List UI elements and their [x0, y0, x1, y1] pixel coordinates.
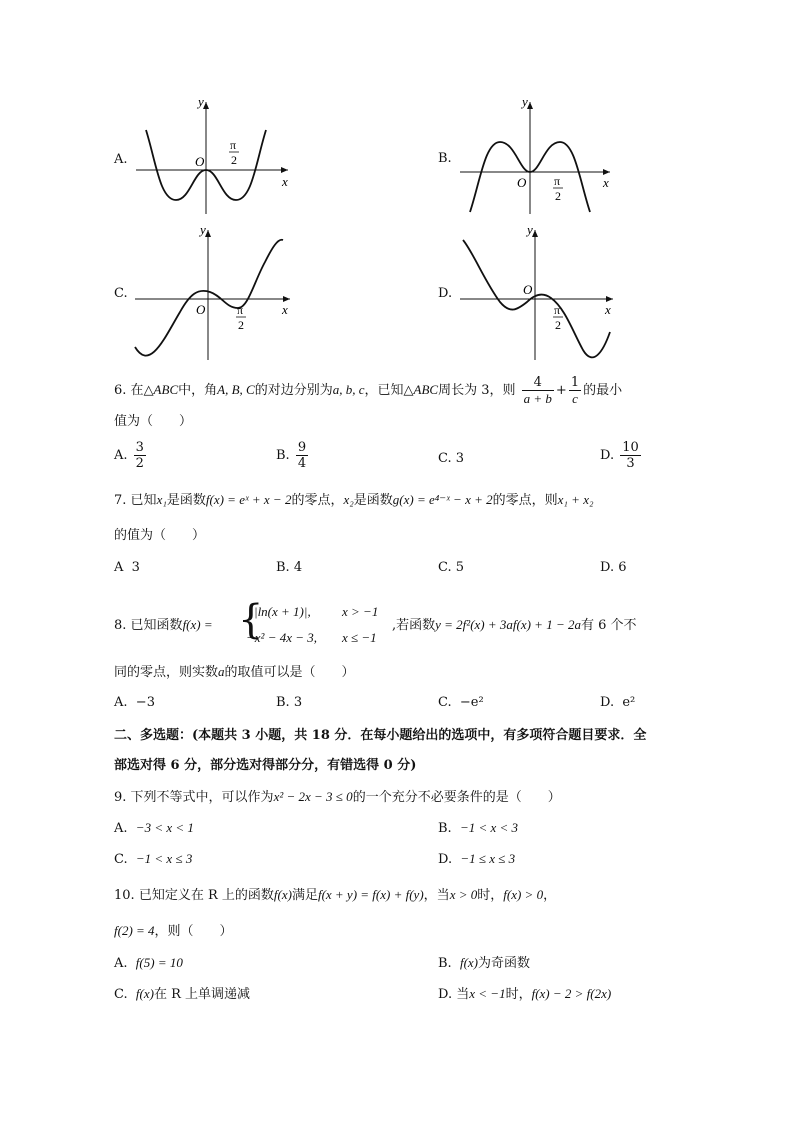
q10-option-d: D. 当x < −1时，f(x) − 2 > f(2x)	[438, 986, 612, 1002]
question-9: 9. 下列不等式中，可以作为x² − 2x − 3 ≤ 0的一个充分不必要条件的是（ ）	[114, 789, 561, 805]
q8-case2-cond: x ≤ −1	[342, 630, 377, 645]
q8-option-b: B. 3	[276, 695, 303, 710]
q7-option-c: C. 5	[438, 560, 465, 575]
q8-option-c: C. −e²	[438, 695, 484, 710]
graph-a	[128, 92, 298, 217]
option-c-label: C.	[114, 286, 128, 301]
question-8-prefix: 8. 已知函数f(x) =	[114, 617, 213, 633]
q7-option-b: B. 4	[276, 560, 303, 575]
q6-option-c: C. 3	[438, 451, 465, 466]
q9-option-b: B. −1 < x < 3	[438, 820, 519, 836]
q6-option-a: A. $\frac{3}{2}$	[114, 440, 144, 471]
q10-line2: f(2) = 4，则（ ）	[114, 923, 233, 939]
q9-option-d: D. −1 ≤ x ≤ 3	[438, 851, 516, 867]
graph-d-y-arrow	[532, 230, 538, 237]
graph-d-two: 2	[555, 318, 561, 332]
option-b-label: B.	[438, 151, 452, 166]
graph-b-y-arrow	[527, 102, 533, 109]
option-d-label: D.	[438, 286, 453, 301]
graph-a-x-label: x	[282, 174, 288, 189]
graph-c-y-arrow	[205, 230, 211, 237]
option-a-label: A.	[114, 152, 128, 167]
graph-b	[455, 92, 625, 217]
q9-option-c: C. −1 < x ≤ 3	[114, 851, 193, 867]
graph-c-pi: π	[237, 303, 244, 317]
q6-option-d: D. $\frac{10}{3}$	[600, 440, 639, 471]
graph-d-origin: O	[523, 282, 533, 297]
graph-d-x-label: x	[605, 302, 611, 317]
graph-a-pi: π	[230, 138, 237, 152]
q6-fraction-1: $\frac{4}{a + b}$	[523, 375, 552, 406]
q8-line2: 同的零点，则实数a的取值可以是（ ）	[114, 664, 355, 680]
graph-c-origin: O	[196, 302, 206, 317]
graph-b-y-label: y	[522, 94, 528, 109]
graph-d-y-label: y	[527, 222, 533, 237]
graph-a-y-label: y	[198, 94, 204, 109]
graph-c-two: 2	[238, 318, 244, 332]
graph-b-x-label: x	[603, 175, 609, 190]
graph-c-curve	[135, 240, 283, 356]
q8-option-d: D. e²	[600, 695, 636, 710]
q6-number: 6.	[114, 383, 127, 398]
graph-b-pi: π	[554, 174, 561, 188]
graph-c	[130, 222, 300, 362]
q8-option-a: A. −3	[114, 695, 155, 710]
q8-case2: −x² − 4x − 3,	[246, 630, 318, 645]
graph-d-pi: π	[554, 303, 561, 317]
graph-d	[455, 222, 625, 362]
q6-option-b: B. $\frac{9}{4}$	[276, 440, 307, 471]
q6-fraction-2: $\frac{1}{c}$	[570, 375, 580, 406]
q6-line2: 值为（ ）	[114, 414, 193, 429]
graph-a-y-arrow	[203, 102, 209, 109]
question-8-suffix: ,若函数y = 2f²(x) + 3af(x) + 1 − 2a有 6 个不	[392, 617, 637, 633]
section-2-heading-line1: 二、多选题：(本题共 3 小题，共 18 分．在每小题给出的选项中，有多项符合题目要求．全	[114, 728, 647, 743]
q7-option-a: A 3	[114, 560, 140, 575]
question-7: 7. 已知x₁是函数f(x) = eˣ + x − 2的零点，x₂是函数g(x) = e⁴⁻ˣ − x + 2的零点，则x₁ + x₂	[114, 492, 594, 508]
graph-b-origin: O	[517, 175, 527, 190]
graph-c-x-label: x	[282, 302, 288, 317]
q8-case1: |ln(x + 1)|,	[254, 604, 311, 619]
q7-line2: 的值为（ ）	[114, 528, 206, 543]
q8-case1-cond: x > −1	[342, 604, 379, 619]
question-6: 6. 在△ABC中，角A, B, C的对边分别为a, b, c，已知△ABC周长为 3，则 $\frac{4}{a + b}$ + $\frac{1}{c}$ 的最小	[114, 375, 623, 406]
graph-a-origin: O	[195, 154, 205, 169]
graph-a-x-arrow	[281, 167, 288, 173]
q8-brace: {	[238, 597, 264, 643]
section-2-heading-line2: 部选对得 6 分，部分选对得部分分，有错选得 0 分)	[114, 758, 417, 773]
graph-b-two: 2	[555, 189, 561, 203]
q7-option-d: D. 6	[600, 560, 627, 575]
graph-c-y-label: y	[200, 222, 206, 237]
graph-a-two: 2	[231, 153, 237, 167]
q9-option-a: A. −3 < x < 1	[114, 820, 194, 836]
q10-option-b: B. f(x)为奇函数	[438, 955, 531, 971]
question-10: 10. 已知定义在 R 上的函数f(x)满足f(x + y) = f(x) + f(y)，当x > 0时，f(x) > 0，	[114, 887, 557, 903]
q10-option-c: C. f(x)在 R 上单调递减	[114, 986, 250, 1002]
q10-option-a: A. f(5) = 10	[114, 955, 183, 971]
